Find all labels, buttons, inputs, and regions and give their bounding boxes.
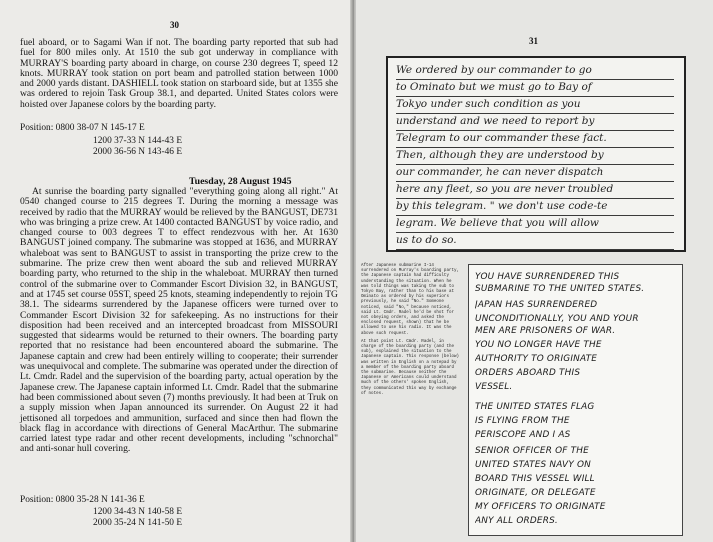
handwritten-line: We ordered by our commander to go bbox=[396, 62, 674, 80]
paragraph-aug28 bbox=[20, 187, 338, 455]
handwritten-line: to Ominato but we must go to Bay of bbox=[396, 79, 674, 97]
handwritten-note-card bbox=[386, 56, 686, 252]
caption-text bbox=[361, 264, 461, 400]
position-evening-aug27: 2000 36-56 N 143-46 E bbox=[93, 147, 183, 157]
block-line: UNITED STATES NAVY ON bbox=[475, 460, 591, 470]
handwritten-line: Then, although they are understood by bbox=[396, 147, 674, 165]
date-heading: Tuesday, 28 August 1945 bbox=[189, 176, 292, 187]
handwritten-line: understand and we need to report by bbox=[396, 113, 674, 131]
handwritten-line: us to do so. bbox=[396, 232, 674, 250]
block-line: MY OFFICERS TO ORIGINATE bbox=[475, 502, 606, 512]
block-line: YOU HAVE SURRENDERED THIS bbox=[475, 272, 620, 282]
block-line: SENIOR OFFICER OF THE bbox=[475, 446, 589, 456]
position-noon-aug28: 1200 34-43 N 140-58 E bbox=[93, 507, 183, 517]
block-line: YOU NO LONGER HAVE THE bbox=[475, 340, 602, 350]
block-line: VESSEL. bbox=[475, 382, 513, 392]
handwritten-line: here any fleet, so you are never troubled bbox=[396, 181, 674, 199]
right-page bbox=[356, 0, 713, 542]
paragraph-fuel-text: fuel aboard, or to Sagami Wan if not. The boarding party reported that sub had fuel for 800 miles only. At 1510 the sub got underway in compliance with MURRAY'S boarding party aboard in charge, on course 230 degrees T, speed 12 knots. MURRAY took station on port beam and patrolled station between 1000 and 2000 yards distant. DASHIELL took station on starboard side, but at 1355 she was ordered to rejoin Task Group 38.1, and departed. United States colors were hoisted over Japanese colors by the boarding party. bbox=[20, 37, 338, 110]
caption-paragraph: At that point Lt. Cmdr. Radel, in charge of the boarding party (and the sub), explained the situation to the Japanese captain. This response (below) was written in English on a notepad by a member of the boarding party aboard the submarine. Because neither the Japanese or Americans could understand much of the others' spoken English, they communicated this way by exchange of notes. bbox=[361, 339, 460, 396]
page-number-left: 30 bbox=[170, 20, 179, 30]
block-line: THE UNITED STATES FLAG bbox=[475, 402, 595, 412]
block-line: ANY ALL ORDERS. bbox=[475, 516, 558, 526]
page-number-right: 31 bbox=[529, 36, 538, 46]
handwritten-line: legram. We believe that you will allow bbox=[396, 215, 674, 233]
block-line: JAPAN HAS SURRENDERED bbox=[475, 300, 598, 310]
handwritten-line: Telegram to our commander these fact. bbox=[396, 130, 674, 148]
block-line: IS FLYING FROM THE bbox=[475, 416, 570, 426]
handwritten-line: by this telegram. " we don't use code-te bbox=[396, 198, 674, 216]
block-line: PERISCOPE AND I AS bbox=[475, 430, 571, 440]
block-line: AUTHORITY TO ORIGINATE bbox=[475, 354, 598, 364]
paragraph-aug28-text: At sunrise the boarding party signalled "everything going along all right." At 0540 changed course to 215 degrees T. During the morning a message was received by radio that the MURRAY would be relieved by the BANGUST, DE731 who was bringing a prize crew. At 1400 contacted BANGUST by voice radio, and changed course to 003 degrees T to effect rendezvous with her. At 1630 BANGUST joined company. The submarine was stopped at 1636, and MURRAY whaleboat was sent to BANGUST to assist in transporting the prize crew to the submarine. The prize crew then went aboard the sub and relieved MURRAY boarding party, who returned to the ship in the whaleboat. MURRAY then turned control of the submarine over to Commander Escort Division 32, in BANGUST, and at 1745 set course 05ST, speed 25 knots, steaming independently to rejoin TG 38.1. The sidearms surrendered by the Japanese officers were turned over to Commander Escort Division 32 for safekeeping. As no instructions for their disposition had been received and an intercepted broadcast from MISSOURI suggested that sidearms would be returned to their owners. The boarding party reported that no resistance had been encountered aboard the submarine. The Japanese captain and crew had been entirely willing to cooperate; their surrender was unequivocal and complete. The submarine was operated under the direction of Lt. Cmdr. Radel and the supervision of the boarding party, actual operation by the Japanese crew. The Japanese captain informed Lt. Cmdr. Radel that the submarine had been commissioned about seven (7) months previously. It had been at Truk on a supply mission when Japan announced its surrender. On August 22 it had jettisoned all torpedoes and ammunition, surfaced and since then had flown the black flag in accordance with directions of General MacArthur. The submarine carried latest type radar and other recent developments, including "schnorchal" and anti-sonar hull covering. bbox=[20, 186, 338, 455]
position-evening-aug28: 2000 35-24 N 141-50 E bbox=[93, 518, 183, 528]
block-line: SUBMARINE TO THE UNITED STATES. bbox=[475, 284, 645, 294]
paragraph-fuel bbox=[20, 38, 338, 110]
position-noon-aug27: 1200 37-33 N 144-43 E bbox=[93, 136, 183, 146]
handwritten-line: Tokyo under such condition as you bbox=[396, 96, 674, 114]
block-line: MEN ARE PRISONERS OF WAR. bbox=[475, 326, 616, 336]
block-line: ORIGINATE, OR DELEGATE bbox=[475, 488, 596, 498]
block-letter-note-card bbox=[468, 264, 683, 536]
left-page bbox=[0, 0, 352, 542]
block-line: ORDERS ABOARD THIS bbox=[475, 368, 581, 378]
block-line: UNCONDITIONALLY, YOU AND YOUR bbox=[475, 314, 639, 324]
position-label-aug28: Position: 0800 35-28 N 141-36 E bbox=[20, 495, 145, 505]
caption-paragraph: After Japanese submarine I-14 surrendered on Murray's boarding party, the Japanese captain had difficulty understanding the situation. When he was told things was taking the sub to Tokyo Bay, rather than to his base at Ominato as ordered by his superiors previously, he said "No." Someone noticed, said "No," because noticed, said Lt. Cmdr. Radel he'd be shot for not obeying orders, and asked the enclosed request, shown) that he be allowed to use his radio. It was the above such request. bbox=[361, 264, 460, 336]
block-line: BOARD THIS VESSEL WILL bbox=[475, 474, 595, 484]
handwritten-line: our commander, he can never dispatch bbox=[396, 164, 674, 182]
position-label-aug27: Position: 0800 38-07 N 145-17 E bbox=[20, 123, 145, 133]
